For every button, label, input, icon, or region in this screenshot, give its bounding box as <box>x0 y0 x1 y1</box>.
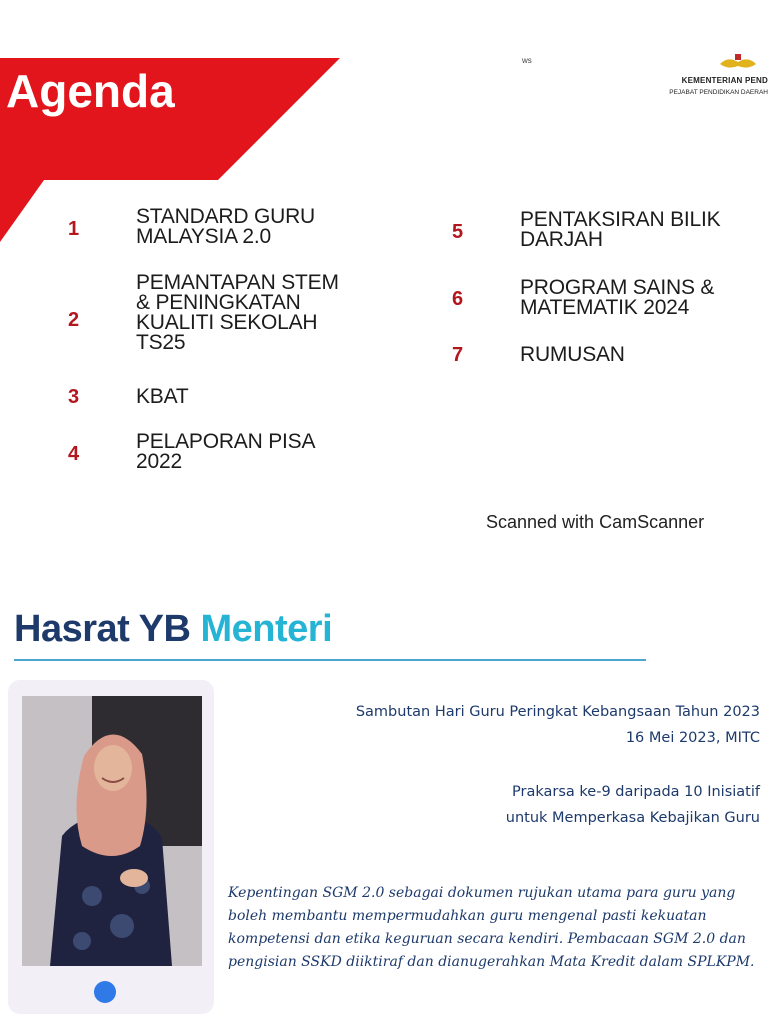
logo-ministry-text: KEMENTERIAN PEND <box>681 76 768 85</box>
hasrat-title <box>14 608 332 651</box>
agenda-text: PROGRAM SAINS & MATEMATIK 2024 <box>520 276 715 319</box>
title-part-1: Hasrat YB <box>14 608 201 650</box>
agenda-number: 4 <box>68 443 80 465</box>
initiative-line-1: Prakarsa ke-9 daripada 10 Inisiatif <box>512 784 760 800</box>
agenda-title: Agenda <box>6 65 175 117</box>
initiative-line-2: untuk Memperkasa Kebajikan Guru <box>505 810 760 826</box>
agenda-text: PEMANTAPAN STEM & PENINGKATAN KUALITI SEKOLAH TS25 <box>136 271 339 354</box>
agenda-text: PENTAKSIRAN BILIK DARJAH <box>520 208 721 251</box>
small-mark: ws <box>522 56 532 65</box>
agenda-number: 3 <box>68 386 80 408</box>
event-date: 16 Mei 2023, MITC <box>625 730 760 746</box>
body-paragraph: Kepentingan SGM 2.0 sebagai dokumen rujukan utama para guru yang boleh membantu mempermudahkan guru mengenal pasti kekuatan kompetensi dan etika keguruan secara kendiri. Pembacaan SGM 2.0 dan pengisian SSKD diiktiraf dan dianugerahkan Mata Kredit dalam SPLKPM. <box>228 885 755 970</box>
agenda-text: KBAT <box>136 385 189 408</box>
event-title: Sambutan Hari Guru Peringkat Kebangsaan Tahun 2023 <box>355 704 760 720</box>
minister-photo <box>22 696 202 966</box>
indicator-dot <box>94 981 116 1003</box>
agenda-number: 2 <box>68 309 80 331</box>
scanner-watermark: Scanned with CamScanner <box>486 512 705 532</box>
agenda-text: STANDARD GURU MALAYSIA 2.0 <box>136 205 316 248</box>
agenda-text: PELAPORAN PISA 2022 <box>136 430 316 473</box>
title-part-2: Menteri <box>200 608 333 650</box>
agenda-text: RUMUSAN <box>520 343 625 366</box>
agenda-number: 1 <box>68 218 80 240</box>
agenda-number: 5 <box>452 221 464 243</box>
ministry-logo <box>628 50 768 110</box>
agenda-number: 6 <box>452 288 464 310</box>
agenda-number: 7 <box>452 344 464 366</box>
photo-card <box>8 680 214 1014</box>
hasrat-slide <box>0 590 768 1024</box>
logo-office-text: PEJABAT PENDIDIKAN DAERAH <box>669 89 768 96</box>
top-band <box>0 0 768 48</box>
title-divider <box>14 659 646 661</box>
crest-icon <box>718 54 758 74</box>
